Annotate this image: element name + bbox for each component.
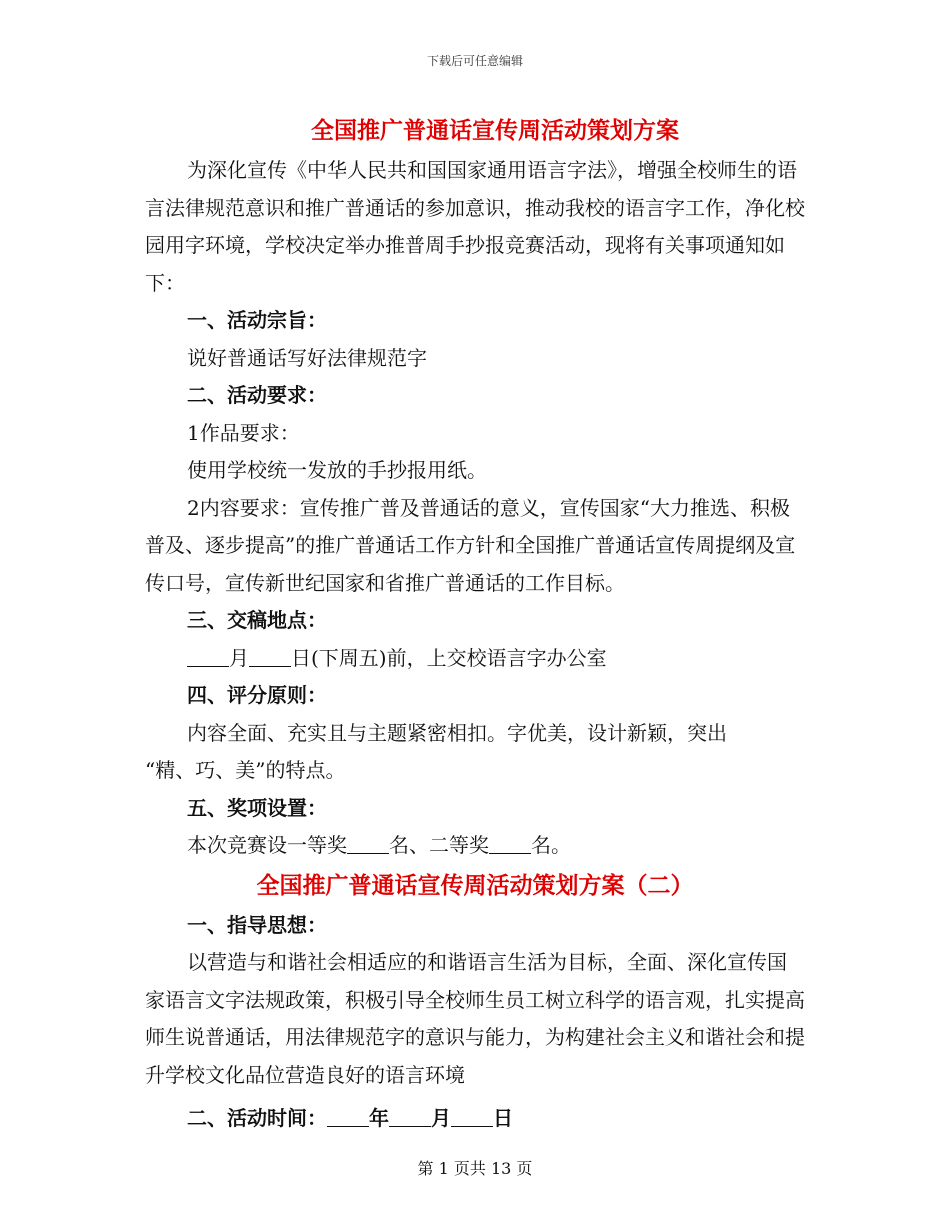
- document-title-2: 全国推广普通话宣传周活动策划方案（二）: [256, 871, 694, 899]
- submission-text: [145, 640, 805, 678]
- section-heading-guiding: 一、指导思想：: [187, 912, 327, 937]
- month-label: 月: [229, 645, 249, 670]
- page-number: 第 1 页共 13 页: [417, 1159, 533, 1178]
- document-title: 全国推广普通话宣传周活动策划方案: [311, 117, 679, 144]
- submission-rest: 日(下周五)前，上交校语言字办公室: [291, 645, 607, 670]
- requirement-1-label: 1作品要求：: [187, 420, 300, 445]
- section-heading-scoring: 四、评分原则：: [187, 683, 327, 707]
- section-heading-time: [145, 1100, 805, 1138]
- awards-text: [145, 827, 805, 865]
- blank-day-2: [451, 1106, 493, 1127]
- section-heading-submission: 三、交稿地点：: [187, 608, 327, 632]
- blank-day: [249, 646, 291, 667]
- month-label-2: 月: [431, 1106, 451, 1130]
- guiding-text: 以营造与和谐社会相适应的和谐语言生活为目标，全面、深化宣传国家语言文字法规政策，积极引导全校师生员工树立科学的语言观，扎实提高师生说普通话，用法律规范字的意识与能力，为构建社会主义和谐社会和提升学校文化品位营造良好的语言环境: [145, 950, 805, 1087]
- blank-first-prize: [347, 833, 389, 854]
- scoring-text-line-1: 内容全面、充实且与主题紧密相扣。字优美，设计新颖，突出: [187, 720, 727, 745]
- awards-text-3: 名。: [531, 833, 571, 857]
- blank-second-prize: [489, 833, 531, 854]
- purpose-text: 说好普通话写好法律规范字: [187, 345, 427, 370]
- document-body: [145, 110, 805, 1138]
- year-label: 年: [369, 1106, 389, 1130]
- section-heading-requirements: 二、活动要求：: [187, 383, 327, 407]
- blank-month-2: [389, 1106, 431, 1127]
- section-heading-awards: 五、奖项设置：: [187, 795, 327, 820]
- awards-text-1: 本次竞赛设一等奖: [187, 833, 347, 857]
- section-heading-purpose: 一、活动宗旨：: [187, 308, 327, 332]
- scoring-text-line-2: “精、巧、美”的特点。: [145, 758, 346, 782]
- requirement-2-text: 2内容要求：宣传推广普及普通话的意义，宣传国家“大力推选、积极普及、逐步提高”的推广普通话工作方针和全国推广普通话宣传周提纲及宣传口号，宣传新世纪国家和省推广普通话的工作目标。: [145, 495, 796, 595]
- day-label-2: 日: [493, 1106, 513, 1130]
- time-heading-label: 二、活动时间：: [187, 1106, 327, 1130]
- awards-text-2: 名、二等奖: [389, 833, 489, 857]
- requirement-1-text: 使用学校统一发放的手抄报用纸。: [187, 458, 487, 482]
- intro-paragraph: 为深化宣传《中华人民共和国国家通用语言字法》，增强全校师生的语言法律规范意识和推广普通话的参加意识，推动我校的语言字工作，净化校园用字环境，学校决定举办推普周手抄报竞赛活动，现将有关事项通知如下：: [145, 158, 805, 295]
- blank-year: [327, 1106, 369, 1127]
- header-note: 下载后可任意编辑: [426, 54, 523, 68]
- blank-month: [187, 646, 229, 667]
